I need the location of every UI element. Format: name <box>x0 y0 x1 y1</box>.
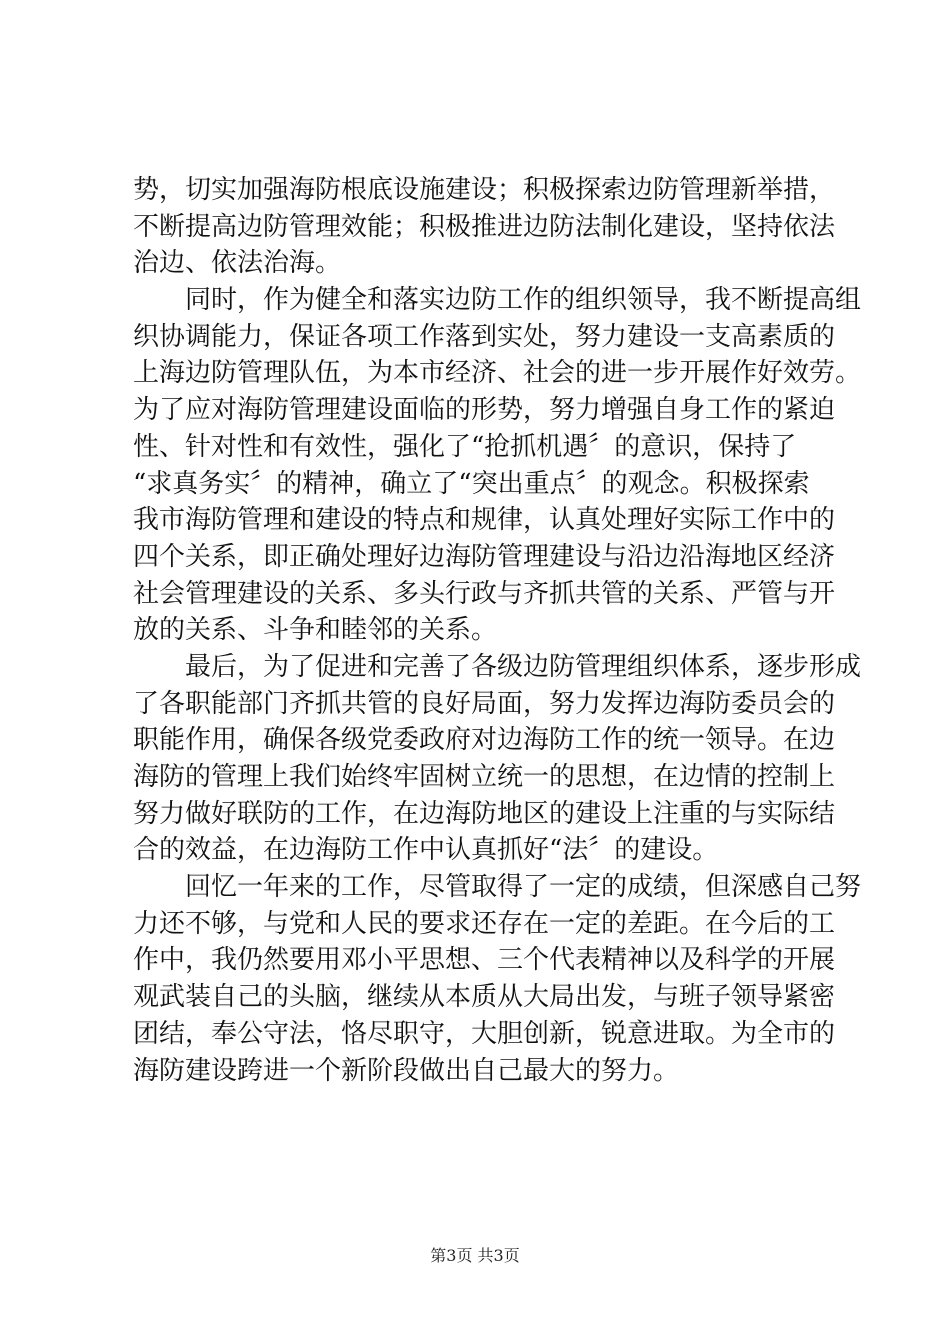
text-line: 我市海防管理和建设的特点和规律，认真处理好实际工作中的 <box>133 505 836 536</box>
text-line: 海防的管理上我们始终牢固树立统一的思想，在边情的控制上 <box>133 762 836 792</box>
text-line: 性、针对性和有效性，强化了“抢抓机遇〞的意识，保持了 <box>133 431 797 462</box>
document-body <box>133 172 862 1089</box>
text-line: 放的关系、斗争和睦邻的关系。 <box>133 615 498 646</box>
text-line: 作中，我仍然要用邓小平思想、三个代表精神以及科学的开展 <box>133 945 836 976</box>
text-line: 上海边防管理队伍，为本市经济、社会的进一步开展作好效劳。 <box>133 358 862 389</box>
text-line: 不断提高边防管理效能；积极推进边防法制化建设，坚持依法 <box>133 211 836 242</box>
text-line: 回忆一年来的工作，尽管取得了一定的成绩，但深感自己努 <box>133 872 862 903</box>
text-line: 织协调能力，保证各项工作落到实处，努力建设一支高素质的 <box>133 321 836 352</box>
page-number-footer: 第3页 共3页 <box>430 1246 520 1265</box>
text-line: 观武装自己的头脑，继续从本质从大局出发，与班子领导紧密 <box>133 982 836 1013</box>
text-line: 社会管理建设的关系、多头行政与齐抓共管的关系、严管与开 <box>133 578 836 609</box>
text-line: 力还不够，与党和人民的要求还存在一定的差距。在今后的工 <box>133 908 836 939</box>
text-line: 四个关系，即正确处理好边海防管理建设与沿边沿海地区经济 <box>133 541 836 572</box>
text-line: 合的效益，在边海防工作中认真抓好“法〞的建设。 <box>133 835 719 866</box>
text-line: 团结，奉公守法，恪尽职守，大胆创新，锐意进取。为全市的 <box>133 1018 836 1049</box>
text-line: 治边、依法治海。 <box>133 248 342 279</box>
text-line: 势，切实加强海防根底设施建设；积极探索边防管理新举措， <box>133 175 836 205</box>
text-line: 了各职能部门齐抓共管的良好局面，努力发挥边海防委员会的 <box>133 688 836 719</box>
text-line: 海防建设跨进一个新阶段做出自己最大的努力。 <box>133 1055 680 1086</box>
text-line: 最后，为了促进和完善了各级边防管理组织体系，逐步形成 <box>133 651 862 682</box>
text-line: 职能作用，确保各级党委政府对边海防工作的统一领导。在边 <box>133 725 836 756</box>
text-line: 为了应对海防管理建设面临的形势，努力增强自身工作的紧迫 <box>133 395 836 426</box>
text-line: “求真务实〞的精神，确立了“突出重点〞的观念。积极探索 <box>133 468 810 499</box>
text-line: 同时，作为健全和落实边防工作的组织领导，我不断提高组 <box>133 285 862 316</box>
text-line: 努力做好联防的工作，在边海防地区的建设上注重的与实际结 <box>133 798 836 829</box>
